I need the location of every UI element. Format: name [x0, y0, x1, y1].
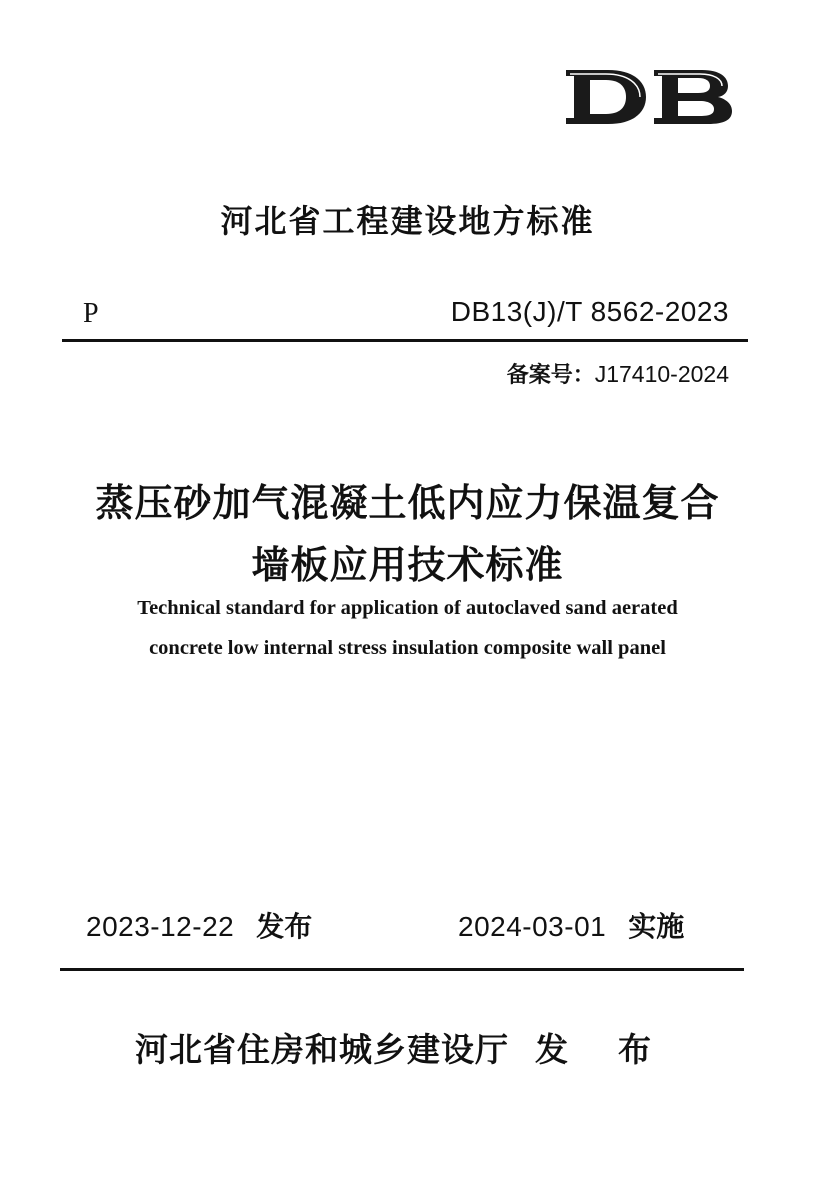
db-logo-letter-b [654, 70, 732, 124]
issue-label: 发布 [256, 910, 313, 943]
record-number-row [507, 358, 729, 389]
effective-date-row [458, 905, 684, 945]
title-cn-line2: 墙板应用技术标准 [251, 542, 564, 587]
top-divider [62, 339, 748, 342]
header-title: 河北省工程建设地方标准 [220, 202, 595, 240]
record-number: J17410-2024 [594, 361, 729, 387]
category-code: P [83, 298, 99, 329]
title-en-line1: Technical standard for application of autoclaved sand aerated [137, 597, 678, 619]
issuer-row [135, 1024, 701, 1071]
title-cn-line1: 蒸压砂加气混凝土低内应力保温复合 [95, 480, 720, 525]
db-logo-graphic [562, 66, 734, 128]
title-en-line2: concrete low internal stress insulation composite wall panel [149, 637, 666, 659]
standard-number: DB13(J)/T 8562-2023 [450, 296, 729, 327]
issuer-action: 发布 [535, 1030, 701, 1069]
issue-date: 2023-12-22 [86, 911, 235, 942]
db-logo [562, 66, 734, 128]
effective-date: 2024-03-01 [458, 911, 607, 942]
effective-label: 实施 [628, 910, 685, 943]
bottom-divider [60, 968, 744, 971]
record-label: 备案号： [506, 363, 595, 388]
issuer-organization: 河北省住房和城乡建设厅 [135, 1030, 509, 1069]
issue-date-row [86, 905, 312, 945]
db-logo-letter-d [566, 70, 646, 124]
